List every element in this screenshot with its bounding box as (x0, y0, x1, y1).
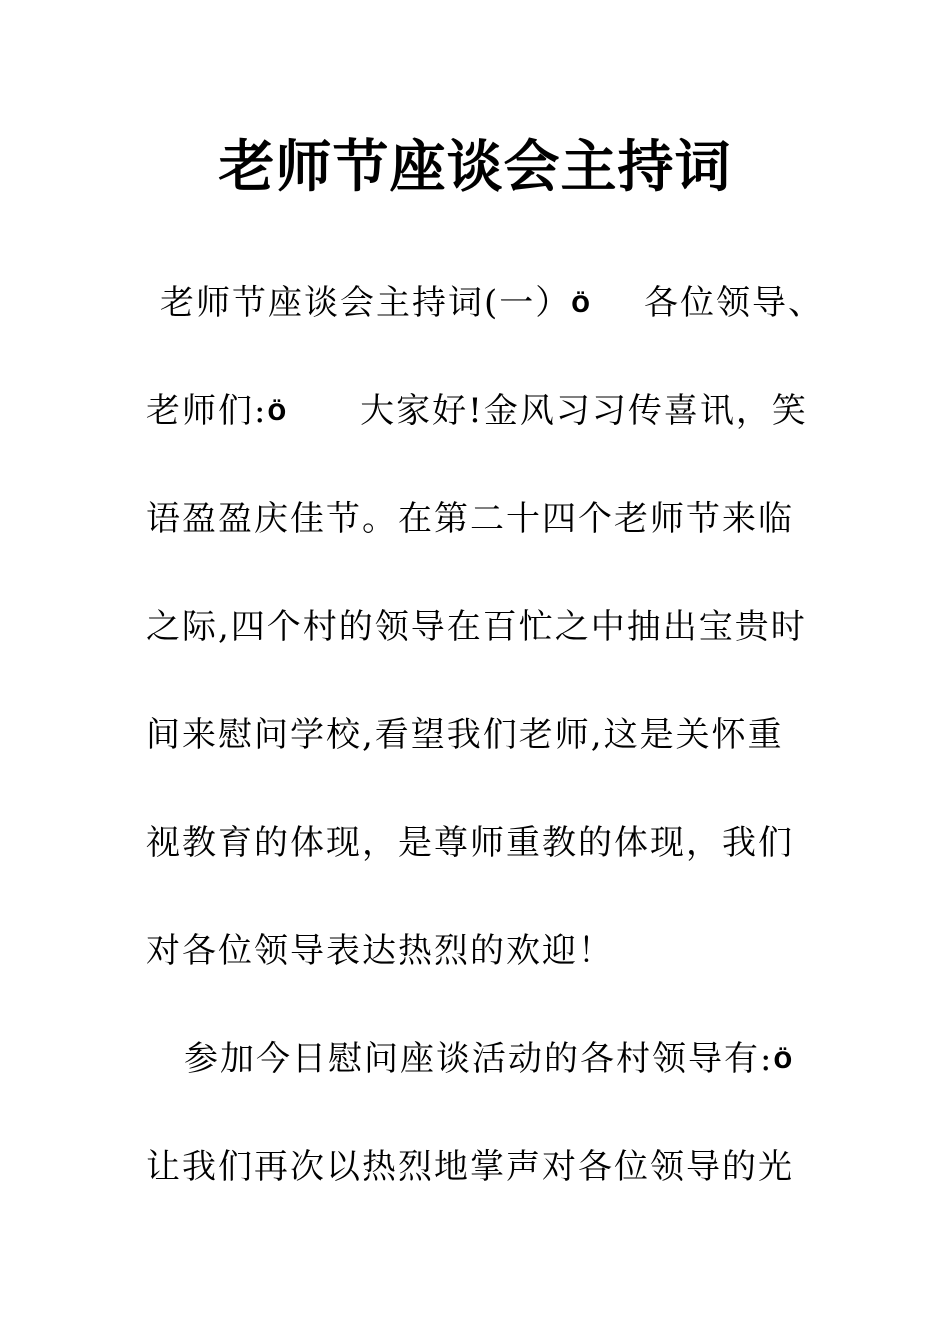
body-line-1 (160, 278, 840, 331)
paragraph-mark-icon: Ö (773, 1049, 795, 1074)
body-line-5: 间来慰问学校,看望我们老师,这是关怀重 (146, 715, 784, 755)
body-line-2 (146, 386, 826, 439)
paragraph-mark-icon: Ö (571, 293, 592, 318)
body-line-4: 之际,四个村的领导在百忙之中抽出宝贵时 (146, 607, 807, 647)
body-line-7: 对各位领导表达热烈的欢迎！ (146, 931, 614, 971)
addressee-text: 老师们: (146, 391, 268, 431)
body-text: 大家好!金风习习传喜讯，笑 (360, 391, 808, 431)
document-title: 老师节座谈会主持词 (218, 135, 732, 200)
greeting-text: 各位领导、 (643, 283, 824, 323)
body-line-6: 视教育的体现，是尊师重教的体现，我们 (146, 823, 794, 863)
body-line-8 (184, 1034, 864, 1087)
body-text: 参加今日慰问座谈活动的各村领导有: (184, 1039, 774, 1079)
body-line-3: 语盈盈庆佳节。在第二十四个老师节来临 (146, 499, 794, 539)
body-line-9: 让我们再次以热烈地掌声对各位领导的光 (146, 1147, 794, 1187)
paragraph-mark-icon: Ö (267, 401, 289, 426)
subtitle-text: 老师节座谈会主持词(一） (160, 283, 572, 323)
